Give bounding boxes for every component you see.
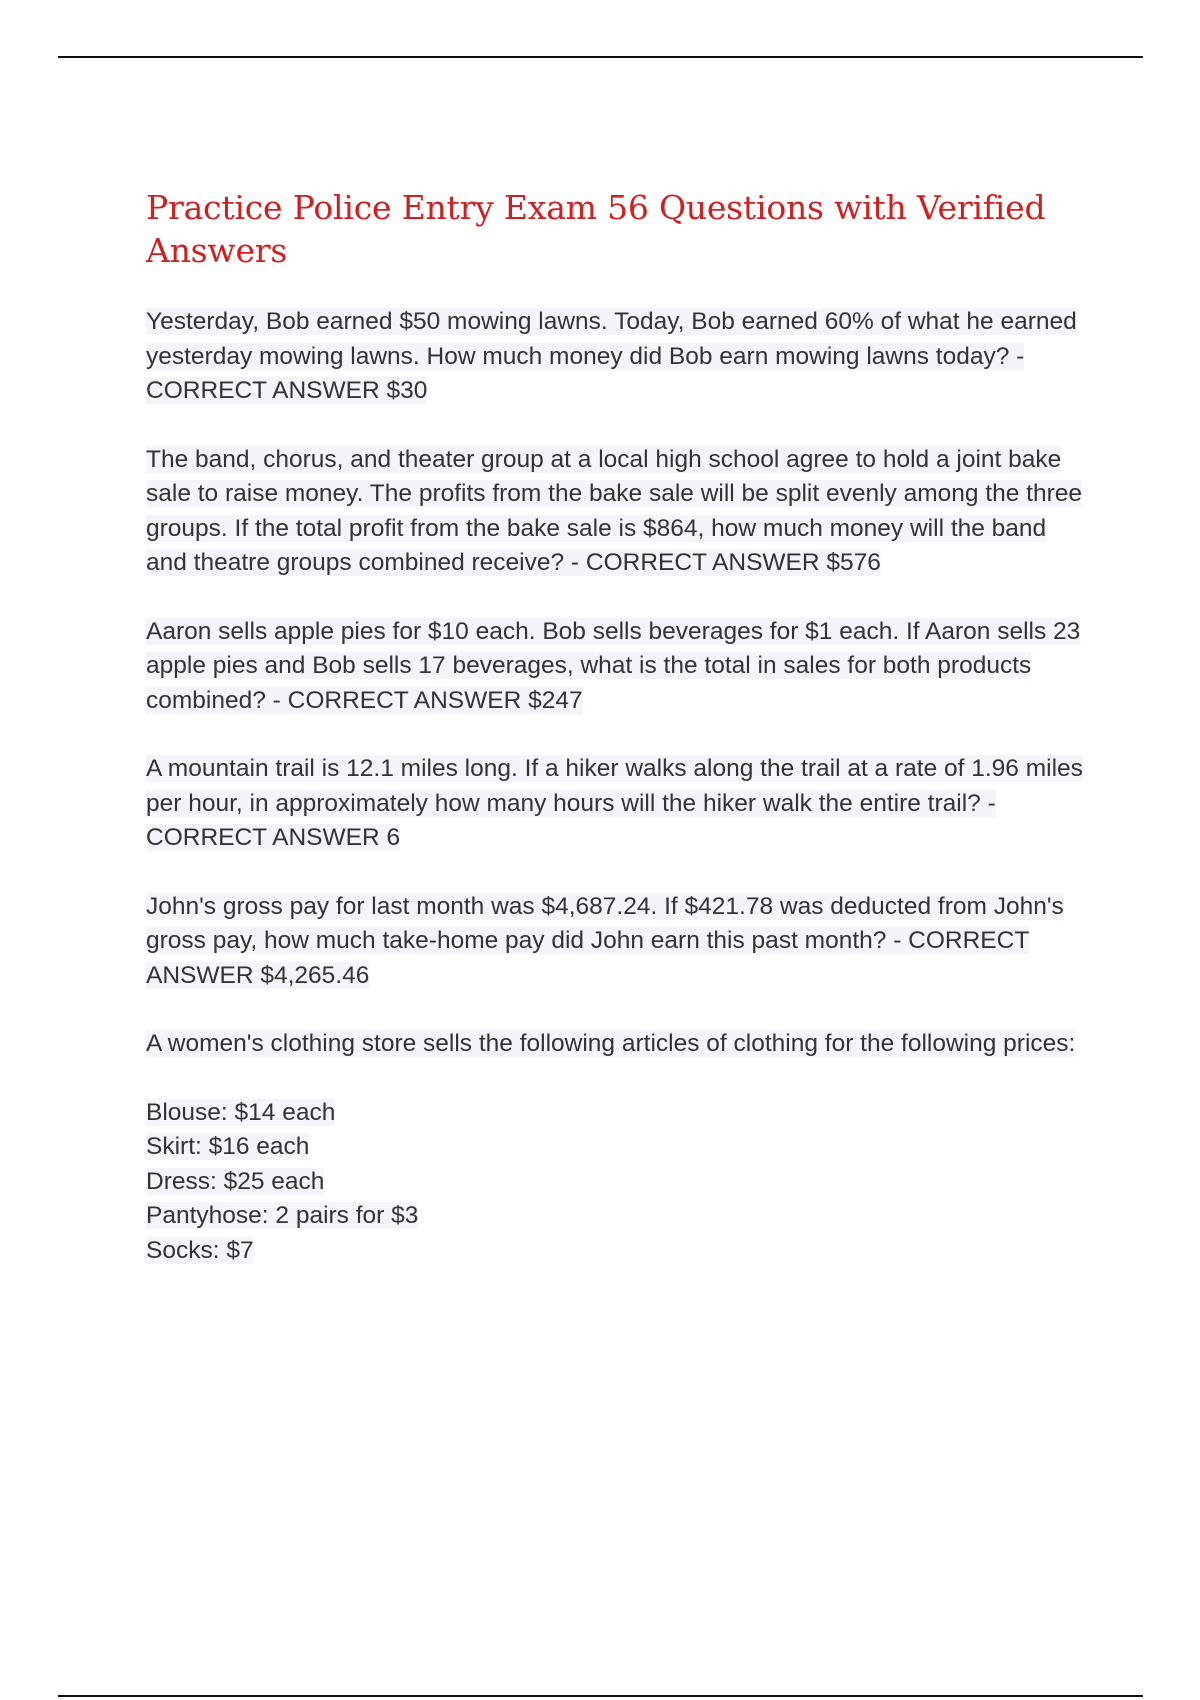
question-1-text: Yesterday, Bob earned $50 mowing lawns. Today, Bob earned 60% of what he earned yesterday mowing lawns. How much money did Bob earn mowing lawns today? - CORRECT ANSWER $30 [146,308,1077,404]
question-2-text: The band, chorus, and theater group at a local high school agree to hold a joint bake sale to raise money. The profits from the bake sale will be split evenly among the three groups. If the total profit from the bake sale is $864, how much money will the band and theatre groups combined receive? - CORRECT ANSWER $576 [146,445,1083,576]
document-body [146,186,1086,1268]
price-item-pantyhose: Pantyhose: 2 pairs for $3 [146,1202,419,1229]
price-item-skirt: Skirt: $16 each [146,1133,310,1160]
question-5 [146,890,1086,994]
price-list-item [146,1199,1086,1234]
price-item-socks: Socks: $7 [146,1236,254,1264]
price-list-item [146,1096,1086,1131]
question-3-text: Aaron sells apple pies for $10 each. Bob sells beverages for $1 each. If Aaron sells 23 apple pies and Bob sells 17 beverages, what is the total in sales for both products combined? - CORRECT ANSWER $247 [146,617,1081,714]
price-list-item [146,1130,1086,1165]
question-3 [146,615,1086,719]
price-item-blouse: Blouse: $14 each [146,1098,336,1126]
footer-rule [58,1695,1143,1697]
question-4-text: A mountain trail is 12.1 miles long. If a hiker walks along the trail at a rate of 1.96 miles per hour, in approximately how many hours will the hiker walk the entire trail? - CORRECT ANSWER 6 [146,755,1083,851]
question-5-text: John's gross pay for last month was $4,687.24. If $421.78 was deducted from John's gross pay, how much take-home pay did John earn this past month? - CORRECT ANSWER $4,265.46 [146,892,1064,989]
question-6-text: A women's clothing store sells the following articles of clothing for the following prices: [146,1030,1076,1057]
question-2 [146,443,1086,581]
header-rule [58,56,1143,58]
price-item-dress: Dress: $25 each [146,1167,325,1195]
question-1 [146,305,1086,409]
price-list [146,1096,1086,1269]
question-4 [146,752,1086,856]
document-title: Practice Police Entry Exam 56 Questions with Verified Answers [146,188,1046,270]
price-list-item [146,1165,1086,1200]
question-6 [146,1027,1086,1062]
price-list-item [146,1234,1086,1269]
